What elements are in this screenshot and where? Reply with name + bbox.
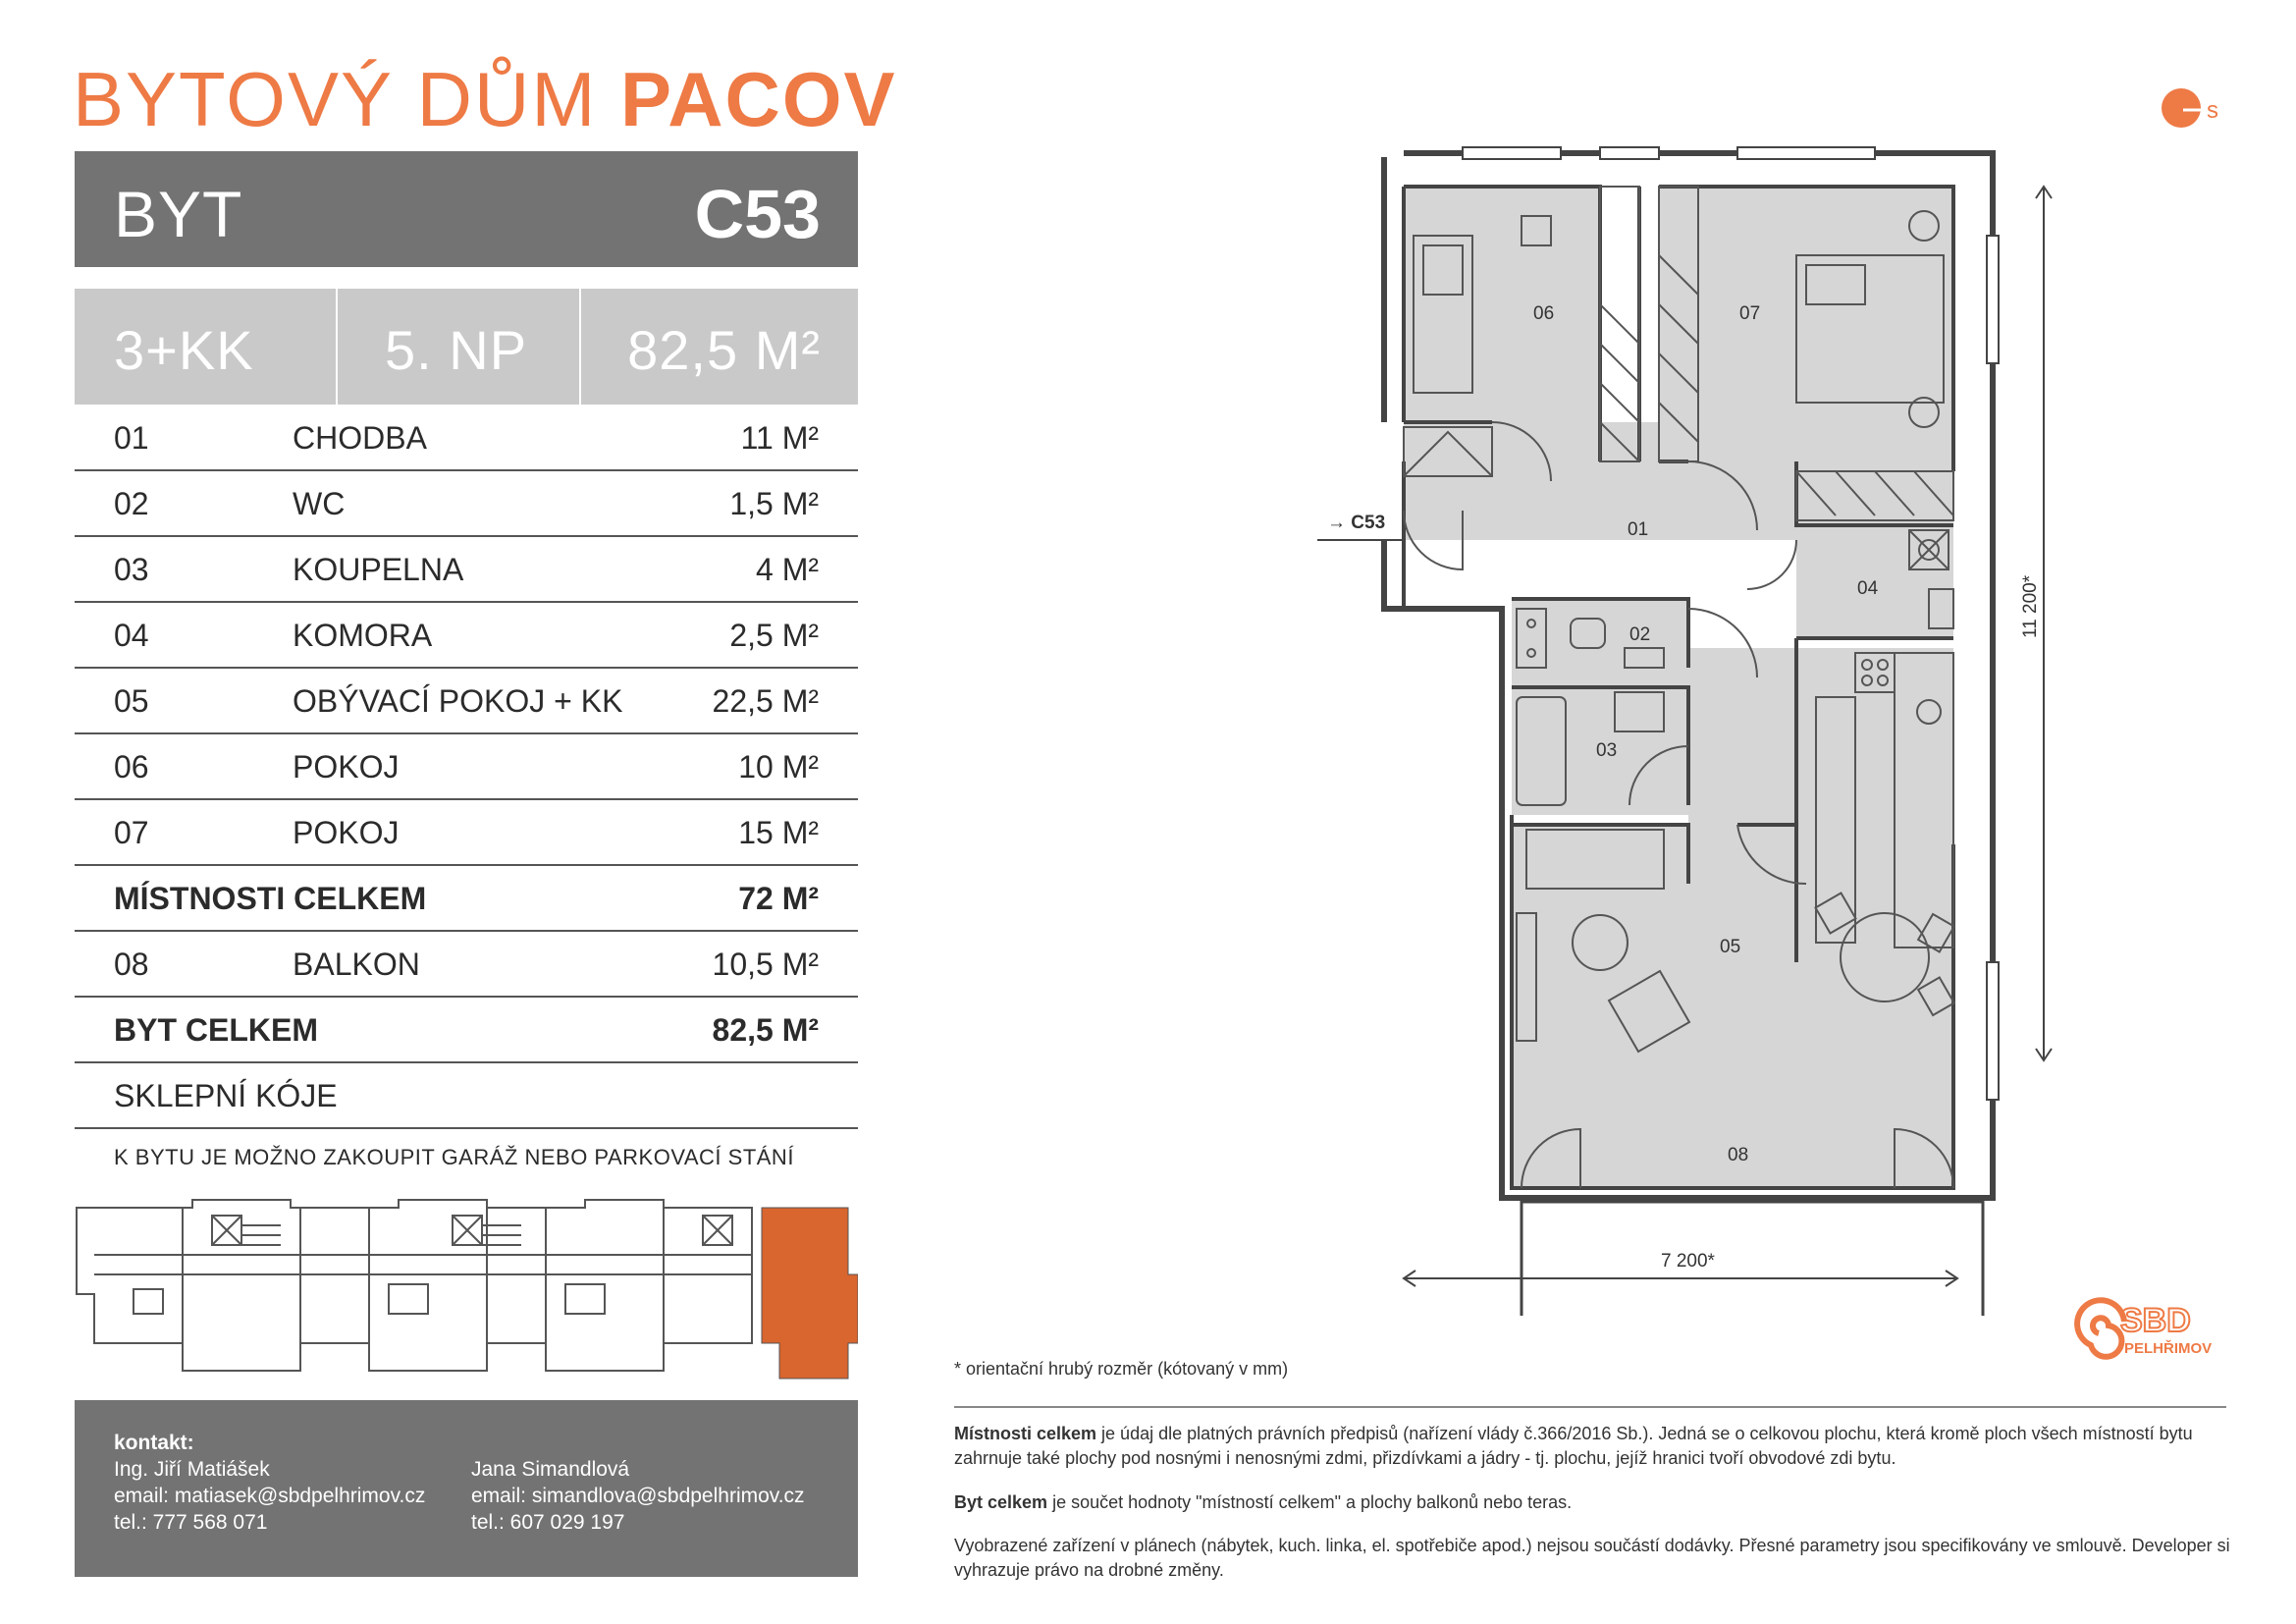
room-number: 06 (114, 749, 149, 785)
table-row (75, 602, 858, 669)
unit-code: C53 (694, 176, 821, 252)
height-dimension: 11 200* (2020, 574, 2041, 638)
room-area: 10 M² (738, 749, 819, 785)
room-number: 07 (114, 815, 149, 850)
room-name: POKOJ (293, 815, 400, 850)
room-name: BALKON (293, 947, 420, 982)
contact-email[interactable]: email: simandlova@sbdpelhrimov.cz (471, 1485, 805, 1507)
dimension-footnote: * orientační hrubý rozměr (kótovaný v mm) (954, 1359, 1289, 1379)
cellar-row (75, 1062, 858, 1129)
room-label-06: 06 (1533, 303, 1555, 324)
balcony-row (75, 931, 858, 998)
room-name: KOUPELNA (293, 552, 464, 587)
title-light: BYTOVÝ DŮM (73, 56, 598, 142)
room-name: CHODBA (293, 420, 427, 456)
legal-paragraph-1 (954, 1422, 2230, 1471)
unit-label: BYT (114, 178, 243, 250)
spiral-icon (2077, 1300, 2124, 1357)
contact-name: Ing. Jiří Matiášek (114, 1458, 270, 1481)
key-plan (75, 1196, 858, 1382)
balcony-outline (1522, 1202, 1983, 1316)
legal-paragraph-3: Vyobrazené zařízení v plánech (nábytek, kuch. linka, el. spotřebiče apod.) nejsou součástí dodávky. Přesné parametry jsou specifikovány ve smlouvě. Developer si vyhrazuje právo na drobné změny. (954, 1536, 2230, 1580)
room-area: 2,5 M² (729, 618, 819, 653)
unit-layout: 3+KK (114, 319, 254, 381)
table-row (75, 536, 858, 603)
room-name: POKOJ (293, 749, 400, 785)
room-number: 08 (114, 947, 149, 982)
unit-area: 82,5 M² (627, 319, 821, 381)
highlighted-unit (762, 1208, 858, 1379)
room-area: 15 M² (738, 815, 819, 850)
window (1987, 962, 1999, 1100)
room-01-area (1404, 422, 1953, 540)
room-number: 02 (114, 486, 149, 521)
contact-box (75, 1400, 858, 1577)
room-area: 4 M² (756, 552, 819, 587)
room-number: 01 (114, 420, 149, 456)
contact-phone[interactable]: tel.: 777 568 071 (114, 1511, 268, 1534)
rooms-total-row (75, 865, 858, 932)
spec-divider (579, 289, 581, 405)
room-area: 22,5 M² (712, 683, 819, 719)
sbd-logo-name: SBD (2120, 1302, 2191, 1339)
window (1600, 147, 1659, 159)
width-dimension: 7 200* (1661, 1251, 1715, 1272)
hall-extension-area (1688, 648, 1796, 962)
corner-logo-icon (2160, 86, 2228, 140)
contact-person-2 (471, 1456, 805, 1536)
room-number: 04 (114, 618, 149, 653)
room-number: 05 (114, 683, 149, 719)
room-label-01: 01 (1628, 519, 1649, 540)
unit-floor: 5. NP (385, 319, 528, 381)
rooms-total-label: MÍSTNOSTI CELKEM (114, 881, 427, 916)
unit-spec-bar (75, 289, 858, 405)
legal-term: Byt celkem (954, 1492, 1048, 1512)
room-name: WC (293, 486, 346, 521)
contact-phone[interactable]: tel.: 607 029 197 (471, 1511, 625, 1534)
sbd-logo (2069, 1294, 2226, 1378)
garage-note: K BYTU JE MOŽNO ZAKOUPIT GARÁŽ NEBO PARKOVACÍ STÁNÍ (114, 1145, 794, 1169)
window (1737, 147, 1875, 159)
legal-paragraph-2 (954, 1490, 2230, 1515)
room-area: 11 M² (740, 420, 819, 456)
table-row (75, 470, 858, 537)
legal-text: je součet hodnoty "místností celkem" a plochy balkonů nebo teras. (1047, 1492, 1573, 1512)
legal-text: je údaj dle platných právních předpisů (nařízení vlády č.366/2016 Sb.). Jedná se o celkovou plochu, která kromě ploch všech místností bytu zahrnuje také plochy pod nosnými i nenosnými zdmi, přizdívkami a jádry - tj. plochu, jejíž hranici tvoří obvodové zdi bytu. (954, 1424, 2193, 1468)
contact-email[interactable]: email: matiasek@sbdpelhrimov.cz (114, 1485, 426, 1507)
room-label-05: 05 (1720, 937, 1741, 957)
door-swing (1747, 540, 1796, 589)
window (1463, 147, 1561, 159)
contact-heading: kontakt: (114, 1432, 194, 1454)
unit-header-bar (75, 151, 858, 267)
room-number: 03 (114, 552, 149, 587)
table-row (75, 405, 858, 471)
unit-total-area: 82,5 M² (712, 1012, 819, 1048)
rooms-total-area: 72 M² (738, 881, 819, 916)
unit-total-label: BYT CELKEM (114, 1012, 318, 1048)
table-row (75, 733, 858, 800)
floor-plan (1276, 118, 2061, 1316)
room-label-08: 08 (1728, 1145, 1749, 1165)
sbd-logo-city: PELHŘIMOV (2124, 1340, 2213, 1357)
contact-person-1 (114, 1456, 425, 1536)
room-label-02: 02 (1629, 624, 1651, 645)
room-area: 10,5 M² (712, 947, 819, 982)
entrance-label: → C53 (1327, 513, 1386, 533)
divider (954, 1406, 2226, 1408)
room-name: KOMORA (293, 618, 433, 653)
corner-logo-text: s (2207, 97, 2218, 124)
contact-name: Jana Simandlová (471, 1458, 630, 1481)
table-row (75, 799, 858, 866)
room-label-03: 03 (1596, 740, 1618, 761)
room-area: 1,5 M² (729, 486, 819, 521)
room-name: OBÝVACÍ POKOJ + KK (293, 683, 623, 719)
unit-total-row (75, 997, 858, 1063)
table-row (75, 668, 858, 734)
title-bold: PACOV (619, 56, 897, 142)
page-title (73, 56, 897, 142)
room-label-04: 04 (1857, 578, 1879, 599)
cellar-label: SKLEPNÍ KÓJE (114, 1078, 338, 1113)
spec-divider (336, 289, 338, 405)
room-label-07: 07 (1739, 303, 1761, 324)
legal-term: Místnosti celkem (954, 1424, 1097, 1443)
window (1987, 236, 1999, 363)
room-02-area (1512, 599, 1688, 687)
